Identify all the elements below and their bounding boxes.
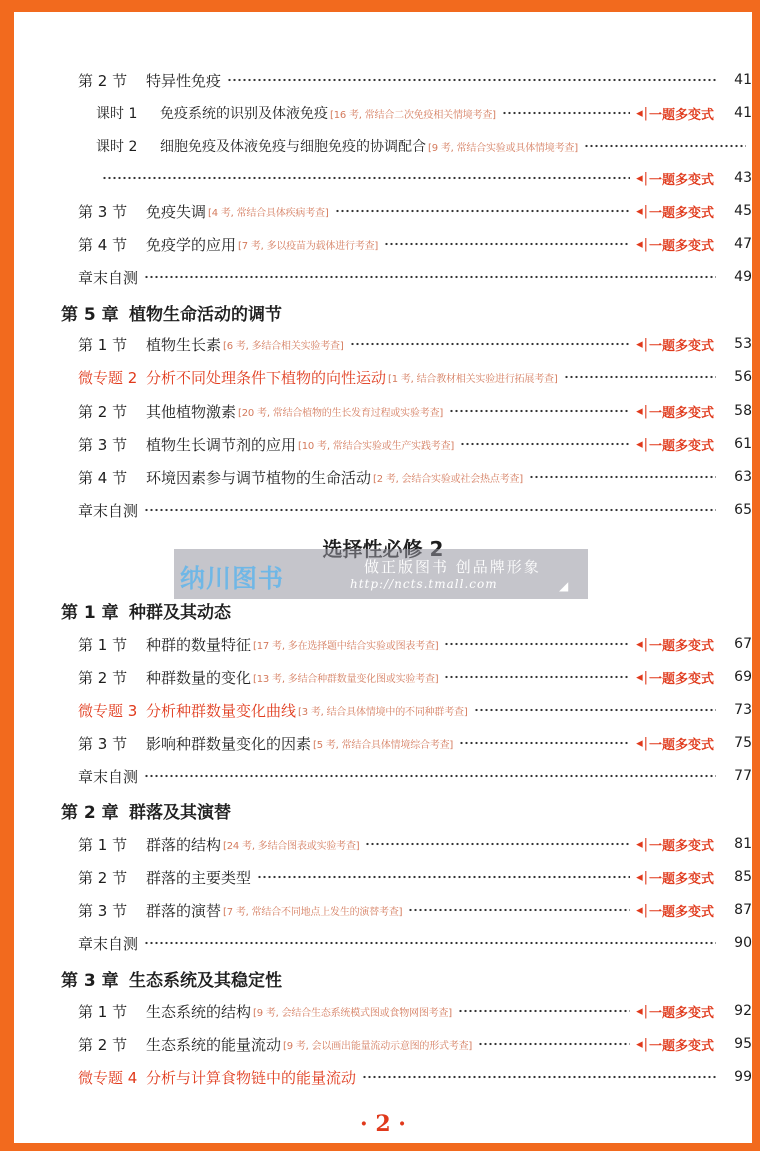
toc-entry-label: 第 2 章 <box>61 802 119 823</box>
toc-entry-label: 微专题 4 <box>78 1068 138 1087</box>
variant-badge-label: 一题多变式 <box>648 737 714 753</box>
toc-page-number: 43 <box>734 170 752 186</box>
toc-entry-title: 分析不同处理条件下植物的向性运动 <box>146 368 387 387</box>
toc-entry-label: 第 2 节 <box>78 1035 128 1054</box>
dot-leader <box>335 208 631 214</box>
toc-entry-note: [1 考, 结合教材相关实验进行拓展考查] <box>388 373 558 385</box>
arrow-left-icon: ◂ <box>636 236 643 252</box>
watermark-brand: 纳川图书 <box>180 564 285 593</box>
toc-chapter-row <box>14 598 752 622</box>
toc-page-number: 99 <box>734 1069 752 1085</box>
dot-leader <box>584 143 746 149</box>
toc-entry-title: 其他植物激素 <box>146 402 237 421</box>
toc-page-number: 61 <box>734 436 752 452</box>
variant-badge-label: 一题多变式 <box>648 107 714 123</box>
toc-entry-title: 分析与计算食物链中的能量流动 <box>146 1068 357 1087</box>
toc-entry-row <box>14 232 752 256</box>
toc-entry-label: 第 1 章 <box>61 602 119 623</box>
toc-entry-label: 第 4 节 <box>78 235 128 254</box>
toc-entry-label: 第 3 节 <box>78 202 128 221</box>
toc-entry-title: 群落的主要类型 <box>146 868 252 887</box>
toc-entry-row <box>14 731 752 755</box>
toc-page-number: 90 <box>734 935 752 951</box>
toc-entry-title: 章末自测 <box>78 268 139 287</box>
toc-page-number: 95 <box>734 1036 752 1052</box>
divider-icon: | <box>643 336 648 352</box>
arrow-left-icon: ◂ <box>636 1036 643 1052</box>
watermark-url: http://ncts.tmall.com <box>350 577 498 591</box>
toc-entry-note: [9 考, 会结合生态系统模式图或食物网图考查] <box>253 1007 452 1019</box>
watermark-slogan: 做正版图书 创品牌形象 <box>364 558 541 576</box>
variant-badge-label: 一题多变式 <box>648 904 714 920</box>
variant-badge <box>636 901 714 920</box>
dot-leader <box>350 341 631 347</box>
divider-icon: | <box>643 735 648 751</box>
toc-entry-row <box>14 199 752 223</box>
toc-entry-label: 第 2 节 <box>78 668 128 687</box>
arrow-left-icon: ◂ <box>636 203 643 219</box>
toc-entry-note: [13 考, 多结合种群数量变化图或实验考查] <box>253 673 439 685</box>
arrow-left-icon: ◂ <box>636 1003 643 1019</box>
variant-badge-label: 一题多变式 <box>648 1005 714 1021</box>
toc-entry-note: [20 考, 常结合植物的生长发育过程或实验考查] <box>238 407 444 419</box>
toc-entry-row <box>14 698 752 722</box>
dot-leader <box>384 241 630 247</box>
toc-entry-label: 第 5 章 <box>61 304 119 325</box>
toc-entry-note: [24 考, 多结合图表或实验考查] <box>223 840 360 852</box>
dot-leader <box>102 175 630 181</box>
toc-entry-note: [4 考, 常结合具体疾病考查] <box>208 207 329 219</box>
variant-badge <box>636 435 714 454</box>
divider-icon: | <box>643 105 648 121</box>
page-number: · 2 · <box>360 1111 406 1137</box>
divider-icon: | <box>643 203 648 219</box>
toc-entry-title: 章末自测 <box>78 501 139 520</box>
toc-entry-title: 章末自测 <box>78 767 139 786</box>
toc-entry-row <box>14 432 752 456</box>
variant-badge-label: 一题多变式 <box>648 172 714 188</box>
toc-entry-label: 第 3 节 <box>78 901 128 920</box>
variant-badge <box>636 835 714 854</box>
dot-leader <box>144 773 716 779</box>
toc-entry-row <box>14 1032 752 1056</box>
dot-leader <box>529 474 716 480</box>
toc-entry-title: 细胞免疫及体液免疫与细胞免疫的协调配合 <box>160 139 426 155</box>
variant-badge-label: 一题多变式 <box>648 638 714 654</box>
toc-entry-label: 第 1 节 <box>78 635 128 654</box>
variant-badge <box>636 1002 714 1021</box>
dot-leader <box>444 641 630 647</box>
toc-entry-row <box>14 166 752 190</box>
toc-page-number: 63 <box>734 469 752 485</box>
variant-badge-label: 一题多变式 <box>648 205 714 221</box>
divider-icon: | <box>643 636 648 652</box>
variant-badge-label: 一题多变式 <box>648 438 714 454</box>
toc-page-number: 92 <box>734 1003 752 1019</box>
arrow-left-icon: ◂ <box>636 869 643 885</box>
toc-entry-label: 第 1 节 <box>78 335 128 354</box>
dot-leader <box>502 110 630 116</box>
toc-chapter-row <box>14 798 752 822</box>
toc-page-number: 53 <box>734 336 752 352</box>
toc-entry-note: [7 考, 多以疫苗为载体进行考查] <box>238 240 379 252</box>
divider-icon: | <box>643 869 648 885</box>
dot-leader <box>227 77 716 83</box>
variant-badge-label: 一题多变式 <box>648 405 714 421</box>
arrow-left-icon: ◂ <box>636 436 643 452</box>
toc-entry-label: 第 2 节 <box>78 868 128 887</box>
toc-entry-row <box>14 999 752 1023</box>
toc-entry-row <box>14 898 752 922</box>
toc-entry-note: [7 考, 常结合不同地点上发生的演替考查] <box>223 906 403 918</box>
toc-entry-label: 第 2 节 <box>78 402 128 421</box>
toc-page-number: 73 <box>734 702 752 718</box>
toc-entry-title: 特异性免疫 <box>146 71 222 90</box>
toc-entry-note: [2 考, 会结合实验或社会热点考查] <box>373 473 523 485</box>
toc-entry-title: 植物生命活动的调节 <box>129 304 282 325</box>
toc-entry-label: 第 3 节 <box>78 734 128 753</box>
toc-entry-title: 种群的数量特征 <box>146 635 252 654</box>
arrow-left-icon: ◂ <box>636 735 643 751</box>
variant-badge-label: 一题多变式 <box>648 671 714 687</box>
variant-badge <box>636 635 714 654</box>
toc-entry-label: 课时 1 <box>96 106 138 122</box>
toc-entry-title: 章末自测 <box>78 934 139 953</box>
toc-entry-row <box>14 265 752 289</box>
toc-entry-label: 第 1 节 <box>78 835 128 854</box>
toc-entry-note: [5 考, 常结合具体情境综合考查] <box>313 739 454 751</box>
toc-entry-title: 生态系统及其稳定性 <box>129 970 282 991</box>
toc-entry-title: 分析种群数量变化曲线 <box>146 701 297 720</box>
toc-entry-row <box>14 68 752 92</box>
toc-page <box>14 12 752 1143</box>
toc-entry-row <box>14 931 752 955</box>
toc-entry-title: 生态系统的结构 <box>146 1002 252 1021</box>
divider-icon: | <box>643 170 648 186</box>
toc-entry-title: 群落的演替 <box>146 901 222 920</box>
toc-page-number: 65 <box>734 502 752 518</box>
divider-icon: | <box>643 669 648 685</box>
toc-page-number: 87 <box>734 902 752 918</box>
toc-entry-title: 免疫系统的识别及体液免疫 <box>160 106 328 122</box>
toc-entry-title: 群落的结构 <box>146 835 222 854</box>
toc-page-number: 85 <box>734 869 752 885</box>
dot-leader <box>449 408 630 414</box>
toc-page-number: 75 <box>734 735 752 751</box>
toc-page-number: 67 <box>734 636 752 652</box>
toc-page-number: 41 <box>734 105 752 121</box>
toc-entry-label: 第 4 节 <box>78 468 128 487</box>
divider-icon: | <box>643 1003 648 1019</box>
toc-entry-note: [3 考, 结合具体情境中的不同种群考查] <box>298 706 468 718</box>
dot-leader <box>257 874 630 880</box>
dot-leader <box>458 1008 630 1014</box>
toc-entry-title: 种群及其动态 <box>129 602 231 623</box>
dot-leader <box>564 374 716 380</box>
toc-entry-title: 群落及其演替 <box>129 802 231 823</box>
toc-entry-row <box>14 365 752 389</box>
toc-entry-row <box>14 665 752 689</box>
toc-entry-label: 微专题 3 <box>78 701 138 720</box>
toc-entry-title: 免疫失调 <box>146 202 207 221</box>
toc-page-number: 45 <box>734 203 752 219</box>
toc-entry-row <box>14 465 752 489</box>
toc-entry-row <box>14 832 752 856</box>
toc-page-number: 81 <box>734 836 752 852</box>
toc-entry-label: 课时 2 <box>96 139 138 155</box>
toc-entry-note: [9 考, 常结合实验或具体情境考查] <box>428 142 578 154</box>
variant-badge <box>636 169 714 188</box>
toc-entry-row <box>14 332 752 356</box>
dot-leader <box>362 1074 716 1080</box>
toc-page-number: 49 <box>734 269 752 285</box>
arrow-left-icon: ◂ <box>636 105 643 121</box>
arrow-left-icon: ◂ <box>636 669 643 685</box>
toc-page-number: 41 <box>734 72 752 88</box>
toc-entry-note: [10 考, 常结合实验或生产实践考查] <box>298 440 455 452</box>
toc-entry-title: 种群数量的变化 <box>146 668 252 687</box>
arrow-left-icon: ◂ <box>636 836 643 852</box>
arrow-left-icon: ◂ <box>636 636 643 652</box>
variant-badge <box>636 734 714 753</box>
variant-badge-label: 一题多变式 <box>648 1038 714 1054</box>
divider-icon: | <box>643 902 648 918</box>
dot-leader <box>459 740 630 746</box>
toc-entry-title: 影响种群数量变化的因素 <box>146 734 312 753</box>
toc-entry-row <box>14 632 752 656</box>
toc-entry-row <box>14 865 752 889</box>
toc-entry-title: 植物生长调节剂的应用 <box>146 435 297 454</box>
variant-badge <box>636 868 714 887</box>
watermark-triangle-icon: ◢ <box>559 579 569 593</box>
toc-chapter-row <box>14 300 752 324</box>
variant-badge <box>636 668 714 687</box>
toc-entry-row <box>14 101 752 125</box>
divider-icon: | <box>643 403 648 419</box>
variant-badge <box>636 402 714 421</box>
dot-leader <box>444 674 630 680</box>
toc-entry-title: 免疫学的应用 <box>146 235 237 254</box>
variant-badge <box>636 104 714 123</box>
toc-entry-title: 植物生长素 <box>146 335 222 354</box>
divider-icon: | <box>643 1036 648 1052</box>
toc-page-number: 69 <box>734 669 752 685</box>
toc-page-number: 56 <box>734 369 752 385</box>
variant-badge-label: 一题多变式 <box>648 871 714 887</box>
variant-badge <box>636 202 714 221</box>
toc-page-number: 58 <box>734 403 752 419</box>
arrow-left-icon: ◂ <box>636 403 643 419</box>
dot-leader <box>365 841 630 847</box>
toc-entry-title: 环境因素参与调节植物的生命活动 <box>146 468 372 487</box>
divider-icon: | <box>643 436 648 452</box>
arrow-left-icon: ◂ <box>636 170 643 186</box>
toc-entry-note: [9 考, 会以画出能量流动示意图的形式考查] <box>283 1040 473 1052</box>
arrow-left-icon: ◂ <box>636 902 643 918</box>
toc-entry-title: 生态系统的能量流动 <box>146 1035 282 1054</box>
dot-leader <box>144 507 716 513</box>
variant-badge-label: 一题多变式 <box>648 838 714 854</box>
toc-entry-note: [16 考, 常结合二次免疫相关情境考查] <box>330 109 496 121</box>
dot-leader <box>144 274 716 280</box>
dot-leader <box>408 907 630 913</box>
dot-leader <box>460 441 630 447</box>
divider-icon: | <box>643 836 648 852</box>
watermark-banner <box>174 549 588 599</box>
dot-leader <box>144 940 716 946</box>
variant-badge-label: 一题多变式 <box>648 238 714 254</box>
toc-entry-row <box>14 134 752 158</box>
dot-leader <box>478 1041 630 1047</box>
variant-badge <box>636 1035 714 1054</box>
toc-entry-note: [17 考, 多在选择题中结合实验或图表考查] <box>253 640 439 652</box>
toc-page-number: 47 <box>734 236 752 252</box>
variant-badge <box>636 335 714 354</box>
toc-entry-label: 微专题 2 <box>78 368 138 387</box>
toc-entry-row <box>14 1065 752 1089</box>
toc-entry-row <box>14 498 752 522</box>
variant-badge-label: 一题多变式 <box>648 338 714 354</box>
toc-entry-label: 第 2 节 <box>78 71 128 90</box>
toc-entry-label: 第 3 节 <box>78 435 128 454</box>
toc-entry-label: 第 1 节 <box>78 1002 128 1021</box>
toc-entry-row <box>14 399 752 423</box>
toc-entry-row <box>14 764 752 788</box>
toc-chapter-row <box>14 966 752 990</box>
arrow-left-icon: ◂ <box>636 336 643 352</box>
toc-entry-label: 第 3 章 <box>61 970 119 991</box>
divider-icon: | <box>643 236 648 252</box>
toc-page-number: 77 <box>734 768 752 784</box>
variant-badge <box>636 235 714 254</box>
toc-entry-note: [6 考, 多结合相关实验考查] <box>223 340 344 352</box>
dot-leader <box>474 707 716 713</box>
